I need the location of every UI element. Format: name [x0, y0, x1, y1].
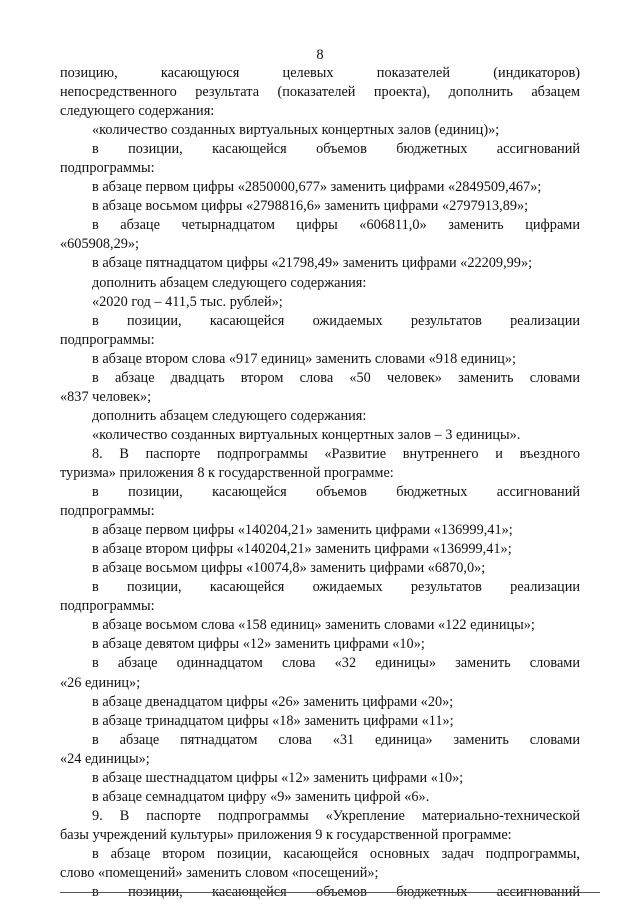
text-line: 9. В паспорте подпрограммы «Укрепление материально-технической	[92, 807, 580, 824]
text-line: позицию, касающуюся целевых показателей (индикаторов)	[60, 65, 580, 81]
text-line: подпрограммы:	[60, 160, 155, 177]
text-line: в позиции, касающейся ожидаемых результатов реализации	[92, 579, 580, 596]
text-line: в абзаце втором слова «917 единиц» заменить словами «918 единиц»;	[92, 350, 516, 367]
text-line: в абзаце тринадцатом цифры «18» заменить цифрами «11»;	[92, 712, 454, 729]
text-line: в позиции, касающейся объемов бюджетных ассигнований	[92, 484, 580, 501]
text-line: «количество созданных виртуальных концертных залов (единиц)»;	[92, 122, 500, 139]
document-body	[60, 64, 580, 902]
text-line: в абзаце семнадцатом цифру «9» заменить цифрой «6».	[92, 788, 430, 805]
text-line: следующего содержания:	[60, 103, 215, 120]
text-line: в абзаце девятом цифры «12» заменить цифрами «10»;	[92, 636, 425, 653]
text-line: слово «помещений» заменить словом «посещений»;	[60, 864, 379, 881]
text-line: «26 единиц»;	[60, 674, 141, 691]
text-line: 8. В паспорте подпрограммы «Развитие внутреннего и въездного	[92, 445, 580, 462]
text-line: в абзаце одиннадцатом слова «32 единицы» заменить словами	[92, 655, 580, 672]
text-line: в абзаце восьмом цифры «2798816,6» заменить цифрами «2797913,89»;	[92, 198, 529, 215]
text-line: базы учреждений культуры» приложения 9 к государственной программе:	[60, 826, 512, 843]
text-line: в абзаце пятнадцатом слова «31 единица» заменить словами	[92, 731, 580, 748]
text-line: «2020 год – 411,5 тыс. рублей»;	[92, 293, 283, 310]
text-line: в абзаце втором позиции, касающейся основных задач подпрограммы,	[92, 845, 580, 862]
text-line: в абзаце двенадцатом цифры «26» заменить цифрами «20»;	[92, 693, 454, 710]
text-line: в абзаце восьмом цифры «10074,8» заменить цифрами «6870,0»;	[92, 560, 486, 577]
text-line: подпрограммы:	[60, 598, 155, 615]
text-line: подпрограммы:	[60, 331, 155, 348]
page-bottom-rule	[60, 892, 600, 893]
page-number: 8	[316, 47, 324, 63]
text-line: «количество созданных виртуальных концертных залов – 3 единицы».	[92, 426, 521, 443]
text-line: непосредственного результата (показателей проекта), дополнить абзацем	[60, 84, 580, 101]
text-line: в абзаце восьмом слова «158 единиц» заменить словами «122 единицы»;	[92, 617, 535, 634]
text-line: в абзаце первом цифры «2850000,677» заменить цифрами «2849509,467»;	[92, 179, 542, 196]
text-line: в абзаце втором цифры «140204,21» заменить цифрами «136999,41»;	[92, 541, 512, 558]
text-line: дополнить абзацем следующего содержания:	[92, 407, 367, 424]
text-line: в абзаце пятнадцатом цифры «21798,49» заменить цифрами «22209,99»;	[92, 255, 533, 272]
text-line: в абзаце шестнадцатом цифры «12» заменить цифрами «10»;	[92, 769, 464, 786]
text-line: в позиции, касающейся объемов бюджетных ассигнований	[92, 141, 580, 158]
text-line: в абзаце двадцать втором слова «50 человек» заменить словами	[92, 369, 580, 386]
text-line: туризма» приложения 8 к государственной программе:	[60, 464, 394, 481]
text-line: подпрограммы:	[60, 503, 155, 520]
text-line: в позиции, касающейся ожидаемых результатов реализации	[92, 312, 580, 329]
text-line: «837 человек»;	[60, 388, 152, 405]
text-line: «605908,29»;	[60, 236, 140, 253]
text-line: в абзаце первом цифры «140204,21» заменить цифрами «136999,41»;	[92, 522, 513, 539]
text-line: «24 единицы»;	[60, 750, 150, 767]
text-line: в позиции, касающейся объемов бюджетных ассигнований	[92, 884, 580, 901]
text-line: дополнить абзацем следующего содержания:	[92, 274, 367, 291]
text-line: в абзаце четырнадцатом цифры «606811,0» заменить цифрами	[92, 217, 580, 234]
